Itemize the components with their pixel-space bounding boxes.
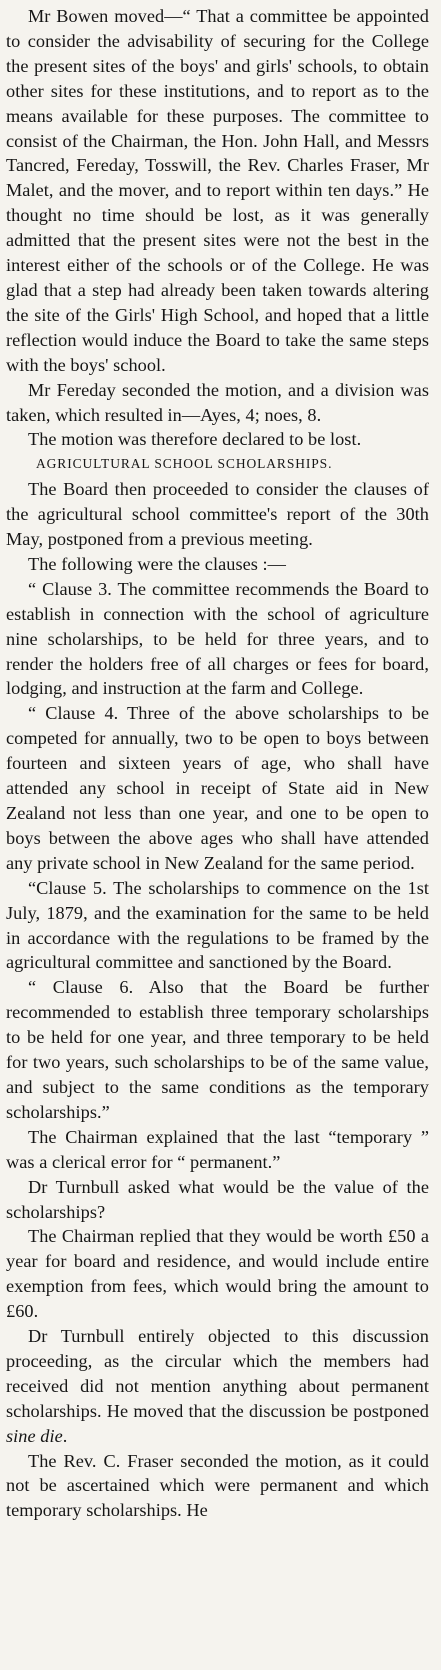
paragraph-clause-3: “ Clause 3. The committee recommends the Board to establish in connection with the school of agriculture nine scholarships, to be held for three years, and to render the holders free of all charges or fees for board, lodging, and instruction at the farm and College. (6, 578, 429, 699)
paragraph-turnbull-objected (6, 1324, 429, 1449)
paragraph-turnbull-asked: Dr Turnbull asked what would be the value of the scholarships? (6, 1176, 429, 1222)
paragraph-clause-6: “ Clause 6. Also that the Board be further recommended to establish three temporary scholarships to be held for one year, and three temporary to be held for two years, such scholarships to be of the same value, and subject to the same conditions as the temporary scholarships.” (6, 977, 429, 1122)
paragraph-fraser-seconded: The Rev. C. Fraser seconded the motion, as it could not be ascertained which were permanent and which temporary scholarships. He (6, 1450, 429, 1521)
turnbull-objection-text: Dr Turnbull entirely objected to this discussion proceeding, as the circular which the members had received did not mention anything about permanent scholarships. He moved that the discussion be postponed (6, 1326, 429, 1421)
section-heading: AGRICULTURAL SCHOOL SCHOLARSHIPS. (36, 456, 333, 472)
paragraph-chairman-replied: The Chairman replied that they would be worth £50 a year for board and residence, and would include entire exemption from fees, which would bring the amount to £60. (6, 1226, 429, 1322)
paragraph-fereday-seconded: Mr Fereday seconded the motion, and a division was taken, which resulted in—Ayes, 4; noes, 8. (6, 379, 429, 425)
paragraph-clause-4: “ Clause 4. Three of the above scholarships to be competed for annually, two to be open to boys between fourteen and sixteen years of age, who shall have attended any school in receipt of State aid in New Zealand not less than one year, and one to be open to boys between the above ages who shall have attended any private school in New Zealand for the same period. (6, 703, 429, 873)
paragraph-board-proceeded: The Board then proceeded to consider the clauses of the agricultural school committee's report of the 30th May, postponed from a previous meeting. (6, 479, 429, 550)
paragraph-chairman-explained: The Chairman explained that the last “temporary ” was a clerical error for “ permanent.” (6, 1126, 429, 1172)
sine-die-text: sine die (6, 1425, 63, 1446)
paragraph-clause-5: “Clause 5. The scholarships to commence on the 1st July, 1879, and the examination for the same to be held in accordance with the regulations to be framed by the agricultural committee and sanctioned by the Board. (6, 877, 429, 973)
sine-die-period: . (62, 1425, 68, 1446)
paragraph-bowen-motion: Mr Bowen moved—“ That a committee be appointed to consider the advisability of securing for the College the present sites of the boys' and girls' schools, to obtain other sites for these institutions, and to report as to the means available for these purposes. The committee to consist of the Chairman, the Hon. John Hall, and Messrs Tancred, Fereday, Tosswill, the Rev. Charles Fraser, Mr Malet, and the mover, and to report within ten days.” He thought no time should be lost, as it was generally admitted that the present sites were not the best in the interest either of the schools or of the College. He was glad that a step had already been taken towards altering the site of the Girls' High School, and hoped that a little reflection would induce the Board to take the same steps with the boys' school. (6, 6, 429, 375)
paragraph-clauses-intro: The following were the clauses :— (28, 553, 287, 574)
paragraph-motion-lost: The motion was therefore declared to be lost. (28, 429, 362, 450)
